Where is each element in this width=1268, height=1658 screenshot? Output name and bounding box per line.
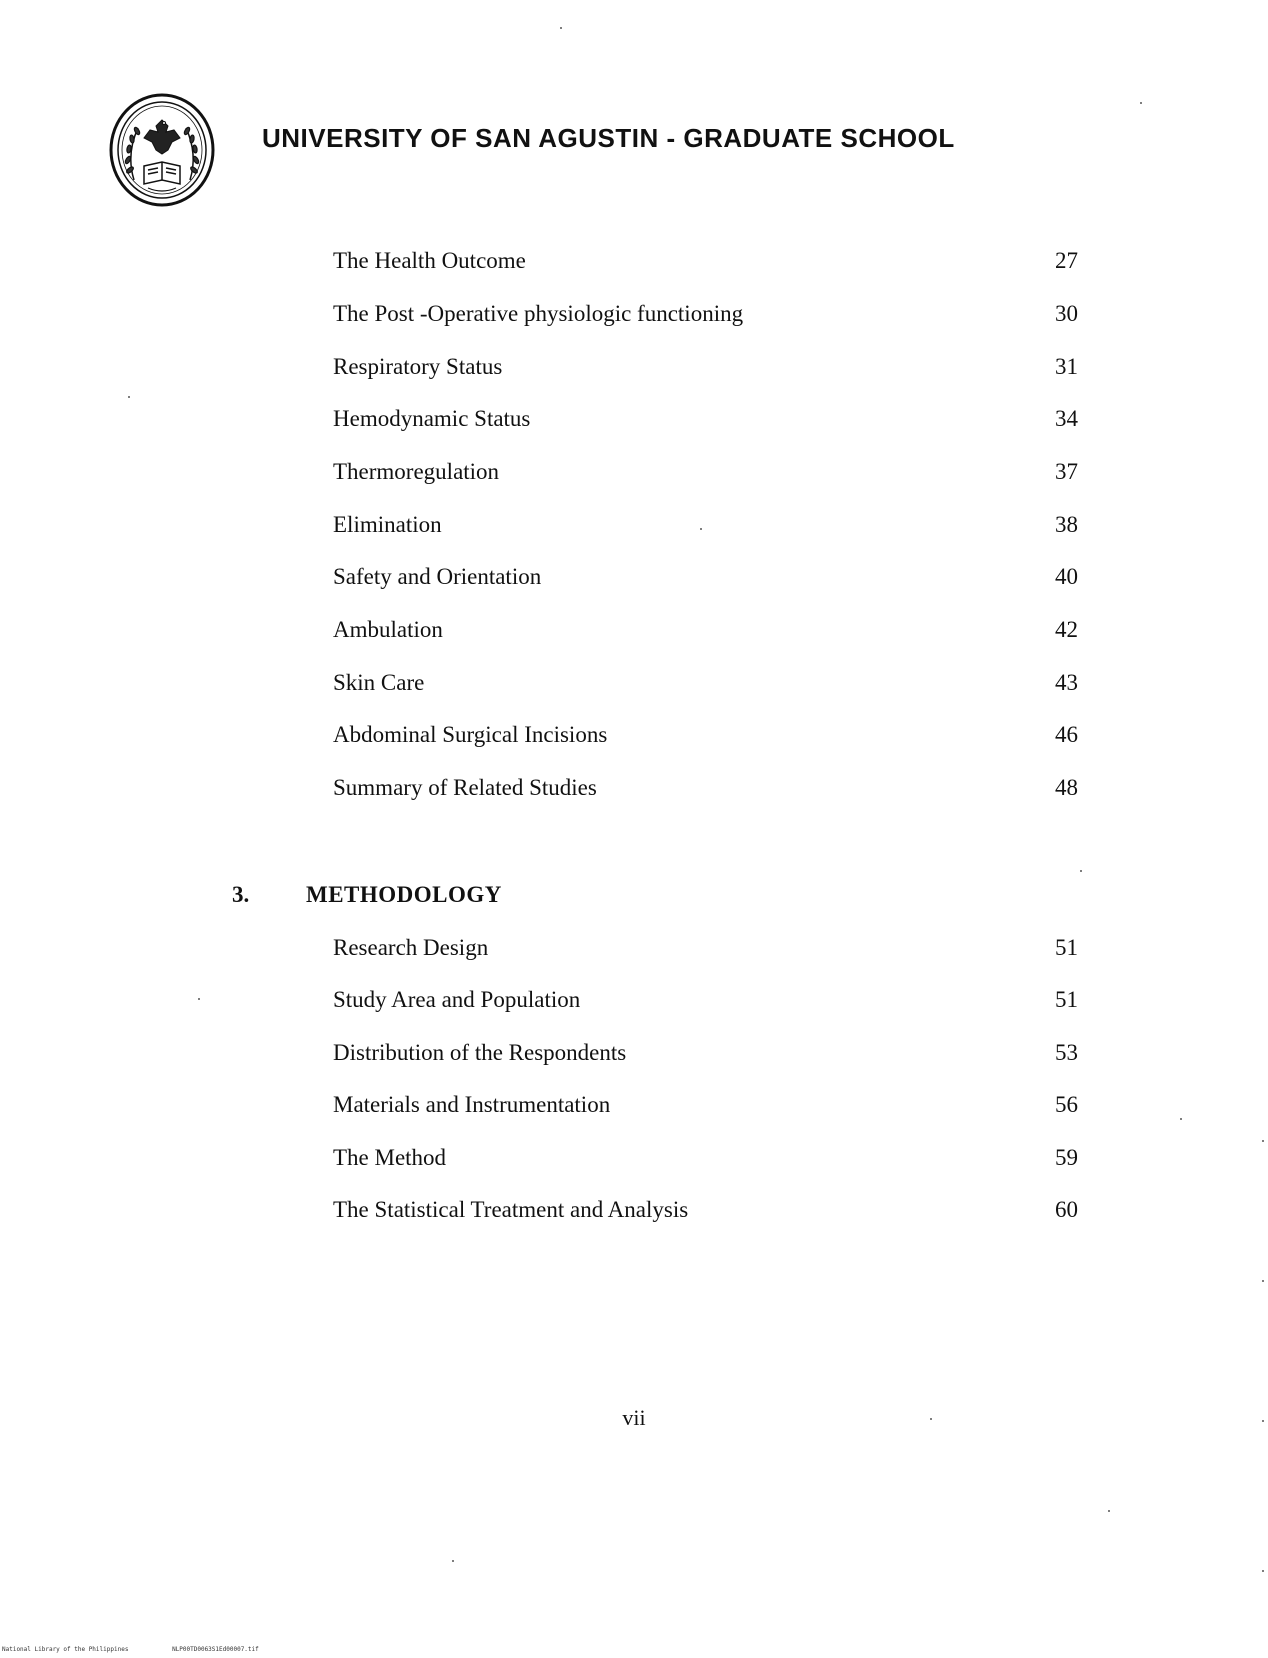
- page-number: vii: [622, 1405, 646, 1430]
- toc-entry-label: Thermoregulation: [333, 459, 500, 484]
- toc-entry-label: Abdominal Surgical Incisions: [333, 722, 608, 747]
- toc-entry-page: 59: [1055, 1145, 1078, 1170]
- toc-entry: [0, 512, 1268, 542]
- toc-entry-label: Respiratory Status: [333, 354, 503, 379]
- toc-entry-page: 38: [1055, 512, 1078, 537]
- toc-entry-label: The Statistical Treatment and Analysis: [333, 1197, 689, 1222]
- toc-entry-page: 60: [1055, 1197, 1078, 1222]
- scan-speck: [452, 1560, 454, 1562]
- toc-entry-label: Distribution of the Respondents: [333, 1040, 627, 1065]
- toc-entry-label: Skin Care: [333, 670, 425, 695]
- section-title: METHODOLOGY: [306, 882, 502, 907]
- toc-entry-page: 42: [1055, 617, 1078, 642]
- toc-entry-label: The Method: [333, 1145, 447, 1170]
- toc-entry-page: 43: [1055, 670, 1078, 695]
- toc-entry-label: The Health Outcome: [333, 248, 526, 273]
- toc-entry-page: 51: [1055, 935, 1078, 960]
- toc-entry-label: Elimination: [333, 512, 442, 537]
- toc-entry: [0, 1092, 1268, 1122]
- scan-speck: [1262, 1280, 1264, 1282]
- scan-stamp-library: National Library of the Philippines: [2, 1646, 129, 1653]
- scan-speck: [930, 1418, 932, 1420]
- scan-speck: [1262, 1570, 1264, 1572]
- toc-entry-page: 30: [1055, 301, 1078, 326]
- toc-entry-page: 37: [1055, 459, 1078, 484]
- scan-speck: [1080, 870, 1082, 872]
- toc-entry-page: 53: [1055, 1040, 1078, 1065]
- toc-entry-label: Study Area and Population: [333, 987, 581, 1012]
- toc-entry: [0, 354, 1268, 384]
- toc-entry-page: 31: [1055, 354, 1078, 379]
- toc-entry-page: 40: [1055, 564, 1078, 589]
- toc-entry-page: 48: [1055, 775, 1078, 800]
- toc-entry-label: Safety and Orientation: [333, 564, 542, 589]
- section-heading: [0, 882, 1268, 912]
- toc-entry: [0, 564, 1268, 594]
- scan-speck: [700, 528, 702, 530]
- section-number: 3.: [232, 882, 250, 907]
- university-seal-icon: [108, 92, 216, 208]
- toc-entry-label: Hemodynamic Status: [333, 406, 531, 431]
- scan-speck: [1262, 1140, 1264, 1142]
- scan-speck: [1108, 1510, 1110, 1512]
- toc-entry: [0, 987, 1268, 1017]
- toc-entry-page: 27: [1055, 248, 1078, 273]
- scan-stamp-filename: NLP00TD0063S1Ed00007.tif: [172, 1646, 259, 1653]
- scan-speck: [560, 27, 562, 29]
- toc-entry: [0, 248, 1268, 278]
- scan-stamp: [2, 1646, 299, 1653]
- toc-entry: [0, 459, 1268, 489]
- toc-entry: [0, 406, 1268, 436]
- toc-entry: [0, 1145, 1268, 1175]
- scan-speck: [198, 998, 200, 1000]
- scan-speck: [1180, 1118, 1182, 1120]
- toc-entry-page: 46: [1055, 722, 1078, 747]
- toc-entry: [0, 722, 1268, 752]
- toc-entry-label: Research Design: [333, 935, 489, 960]
- toc-entry-label: Summary of Related Studies: [333, 775, 597, 800]
- toc-entry-page: 51: [1055, 987, 1078, 1012]
- toc-entry: [0, 670, 1268, 700]
- toc-entry: [0, 1040, 1268, 1070]
- toc-entry-label: The Post -Operative physiologic functioning: [333, 301, 744, 326]
- scan-speck: [1140, 102, 1142, 104]
- toc-entry-page: 34: [1055, 406, 1078, 431]
- toc-entry: [0, 775, 1268, 805]
- toc-entry: [0, 1197, 1268, 1227]
- toc-entry-page: 56: [1055, 1092, 1078, 1117]
- toc-entry: [0, 301, 1268, 331]
- scan-speck: [1262, 1420, 1264, 1422]
- scan-speck: [128, 396, 130, 398]
- toc-entry-label: Ambulation: [333, 617, 443, 642]
- toc-entry-label: Materials and Instrumentation: [333, 1092, 611, 1117]
- toc-entry: [0, 617, 1268, 647]
- toc-entry: [0, 935, 1268, 965]
- institution-title: UNIVERSITY OF SAN AGUSTIN - GRADUATE SCHOOL: [262, 123, 955, 153]
